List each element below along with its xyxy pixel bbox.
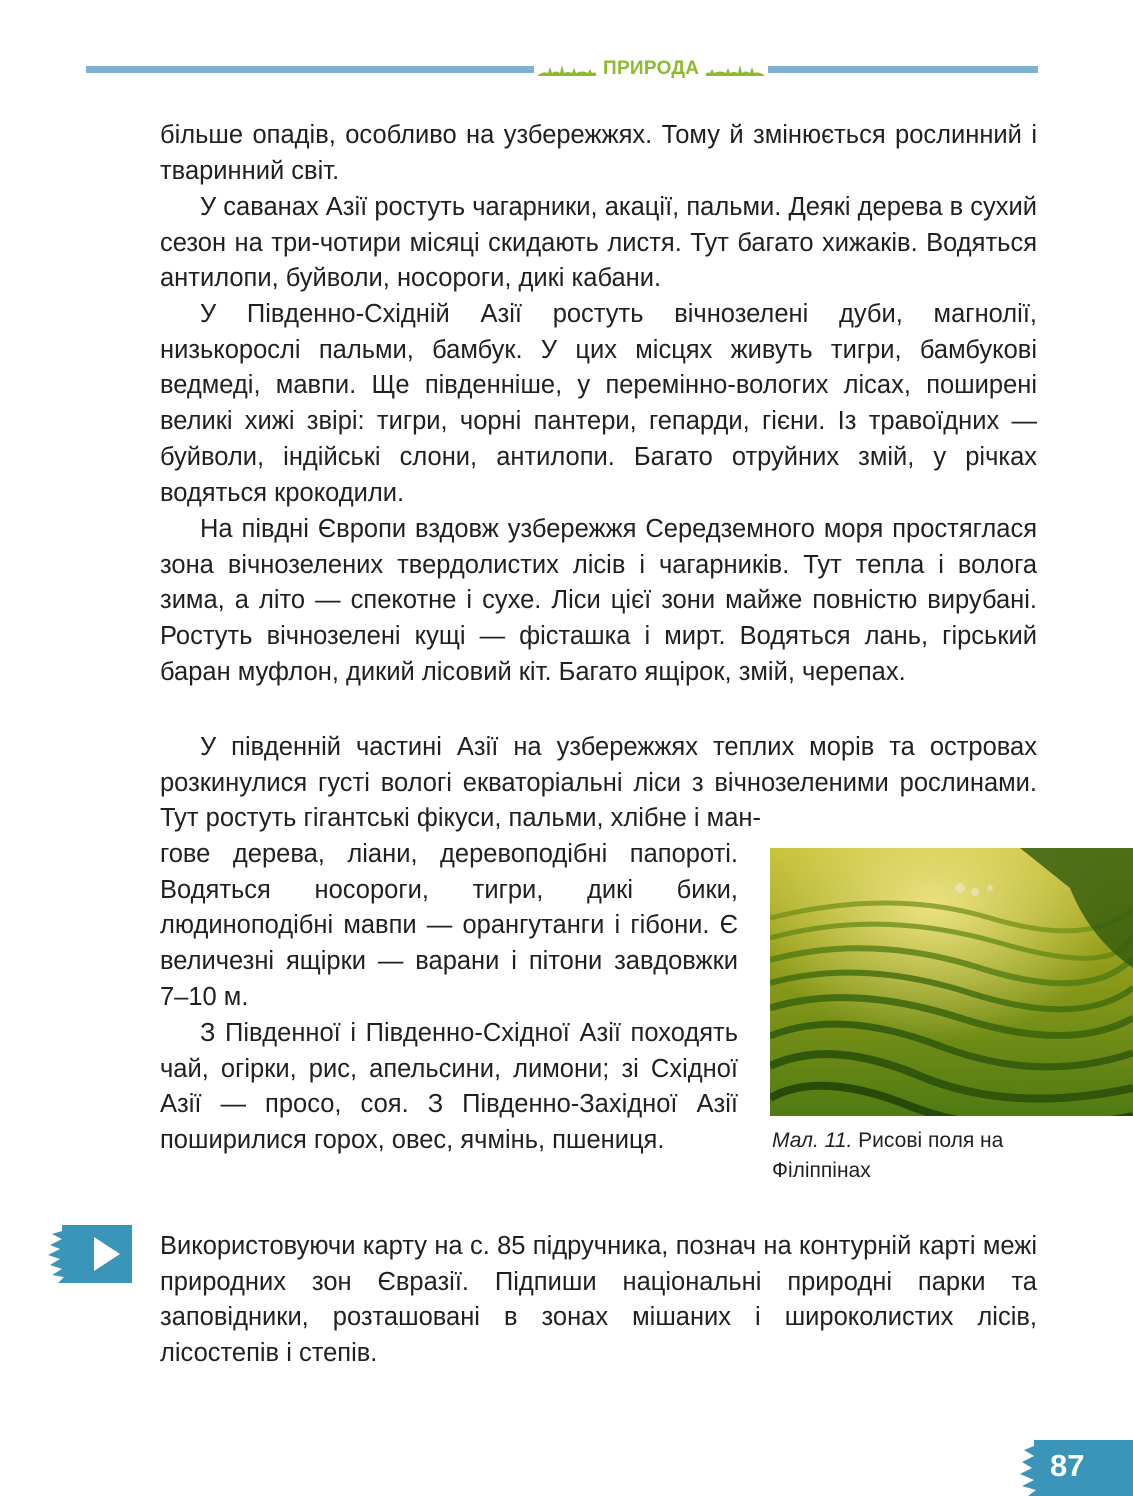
paragraph-savannas: У саванах Азії ростуть чагарники, акації, пальми. Деякі дерева в сухий сезон на три-чотири місяці скидають листя. Тут багато хижаків. Водяться антилопи, буйволи, носороги, дикі кабани.	[160, 193, 1037, 293]
paragraph-equatorial-wide: У південній частині Азії на узбережжях теплих морів та островах розкинулися густі вологі екваторіальні ліси з вічнозеленими рослинами. Тут ростуть гігантські фікуси, пальми, хлібне і ман-	[160, 733, 1037, 833]
paragraph-southeast-asia: У Південно-Східній Азії ростуть вічнозелені дуби, магнолії, низькорослі пальми, бамбук. У цих місцях живуть тигри, бамбукові ведмеді, мавпи. Ще південніше, у перемінно-вологих лісах, поширені великі хижі звірі: тигри, чорні пантери, гепарди, гієни. Із травоїдних — буйволи, індійські слони, антилопи. Багато отруйних змій, у річках водяться крокодили.	[160, 300, 1037, 507]
grass-ornament-icon	[538, 61, 596, 77]
page-header	[86, 58, 1038, 80]
rice-terraces-photo	[770, 848, 1133, 1116]
figure-label: Мал. 11.	[772, 1129, 853, 1152]
section-title: ПРИРОДА	[603, 58, 700, 79]
page-number: 87	[1050, 1448, 1085, 1483]
rice-terraces-image	[770, 848, 1133, 1116]
play-arrow-icon	[48, 1225, 132, 1283]
figure-caption	[772, 1126, 1032, 1186]
paragraph-continuation: більше опадів, особливо на узбережжях. Тому й змінюється рослинний і тваринний світ.	[160, 121, 1037, 185]
paragraph-mediterranean: На півдні Європи вздовж узбережжя Середземного моря простяглася зона вічнозелених твердолистих лісів і чагарників. Тут тепла і волога зима, а літо — спекотне і сухе. Ліси цієї зони майже повністю вирубані. Ростуть вічнозелені кущі — фісташка і мирт. Водяться лань, гірський баран муфлон, дикий лісовий кіт. Багато ящірок, змій, черепах.	[160, 515, 1037, 686]
paragraph-equatorial-narrow: гове дерева, ліани, деревоподібні папороті. Водяться носороги, тигри, дикі бики, людиноподібні мавпи — орангутанги і гібони. Є величезні ящірки — варани і пітони завдовжки 7–10 м.	[160, 840, 738, 1011]
header-label	[534, 58, 768, 80]
figure-caption-text: Рисові поля на Філіппінах	[772, 1129, 1004, 1182]
task-text: Використовуючи карту на с. 85 підручника, познач на контурній карті межі природних зон Євразії. Підпиши національні природні парки та заповідники, розташовані в зонах мішаних і широколистих лісів, лісостепів і степів.	[160, 1232, 1037, 1368]
grass-ornament-icon	[706, 61, 764, 77]
paragraph-crops-origin: З Південної і Південно-Східної Азії походять чай, огірки, рис, апельсини, лимони; зі Східної Азії — просо, соя. З Південно-Західної Азії поширилися горох, овес, ячмінь, пшениця.	[160, 1019, 738, 1155]
